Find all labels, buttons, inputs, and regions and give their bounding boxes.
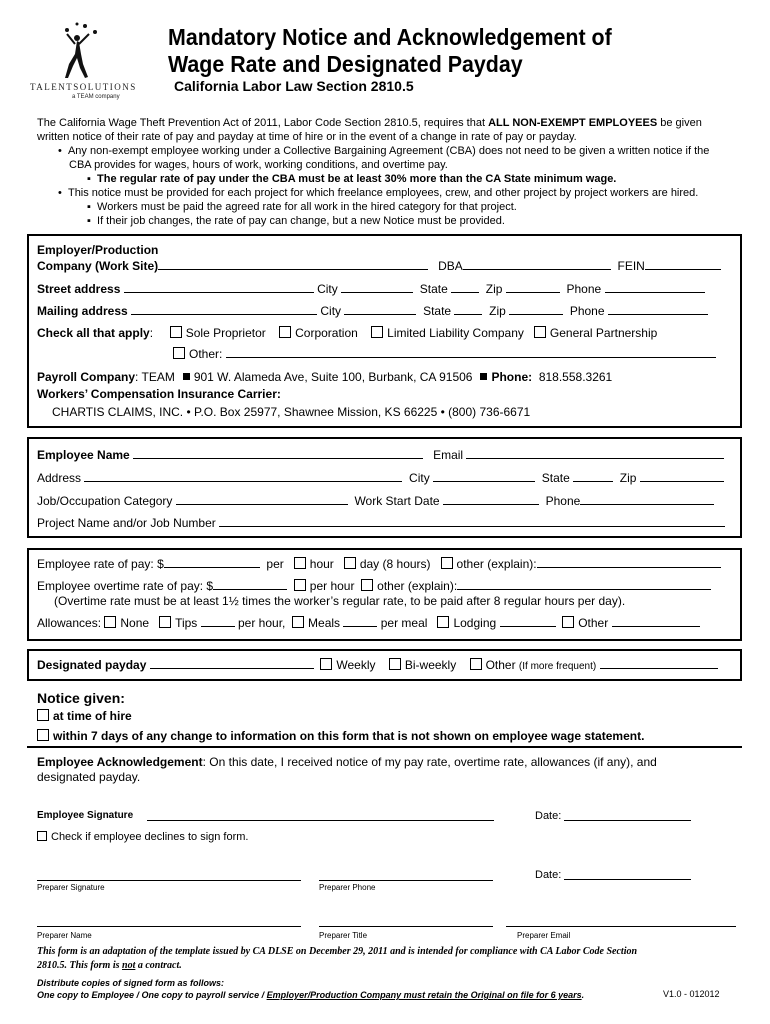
ot-other-checkbox[interactable] xyxy=(361,579,373,591)
allowances-row: Allowances: None Tips per hour, Meals per meal Lodging Other xyxy=(37,615,700,630)
employee-zip-field[interactable] xyxy=(640,470,724,482)
wc-value: CHARTIS CLAIMS, INC. • P.O. Box 25977, Shawnee Mission, KS 66225 • (800) 736-6671 xyxy=(52,405,531,419)
bullet-1-sub: ▪ The regular rate of pay under the CBA must be at least 30% more than the CA State minimum wage. xyxy=(87,173,617,185)
employee-address-field[interactable] xyxy=(84,470,402,482)
project-field[interactable] xyxy=(219,515,725,527)
logo-subtext: a TEAM company xyxy=(72,94,120,100)
footer-note: This form is an adaptation of the template issued by CA DLSE on December 29, 2011 and is intended for compliance with CA Labor Code Section xyxy=(37,946,638,957)
mailing-field[interactable] xyxy=(131,303,317,315)
sole-proprietor-checkbox[interactable] xyxy=(170,326,182,338)
notice-at-hire-checkbox[interactable] xyxy=(37,709,49,721)
employee-state-field[interactable] xyxy=(573,470,613,482)
logo-text: TALENTSOLUTIONS xyxy=(30,82,137,92)
employer-label: Employer/Production xyxy=(37,243,159,257)
tips-field[interactable] xyxy=(201,615,235,627)
allowance-lodging-checkbox[interactable] xyxy=(437,616,449,628)
street-state-field[interactable] xyxy=(451,281,479,293)
project-row: Project Name and/or Job Number xyxy=(37,515,725,530)
page-title: Mandatory Notice and Acknowledgement of Wage Rate and Designated Payday xyxy=(168,24,612,77)
street-field[interactable] xyxy=(124,281,314,293)
employee-signature-field[interactable] xyxy=(147,820,494,821)
entity-other-row: Other: xyxy=(173,346,716,361)
meals-field[interactable] xyxy=(343,615,377,627)
payday-row: Designated payday Weekly Bi-weekly Other (If more frequent) xyxy=(37,657,718,672)
entity-other-checkbox[interactable] xyxy=(173,347,185,359)
wc-label: Workers’ Compensation Insurance Carrier: xyxy=(37,387,281,401)
payday-other-field[interactable] xyxy=(600,657,718,669)
lodging-field[interactable] xyxy=(500,615,556,627)
fein-field[interactable] xyxy=(645,258,721,270)
allowance-none-checkbox[interactable] xyxy=(104,616,116,628)
per-other-checkbox[interactable] xyxy=(441,557,453,569)
bullet-2: • This notice must be provided for each project for which freelance employees, crew, and other project by project workers are hired. xyxy=(58,187,699,199)
date-label: Date: xyxy=(535,810,562,822)
preparer-name-field[interactable] xyxy=(37,926,301,927)
preparer-signature-field[interactable] xyxy=(37,880,301,881)
general-partnership-checkbox[interactable] xyxy=(534,326,546,338)
pay-other-field[interactable] xyxy=(537,556,721,568)
bullet-2-sub1: ▪ Workers must be paid the agreed rate for all work in the hired category for that project. xyxy=(87,201,517,213)
version-label: V1.0 - 012012 xyxy=(663,989,720,999)
distribution-label: Distribute copies of signed form as follows: xyxy=(37,978,225,988)
street-row: Street address City State Zip Phone xyxy=(37,281,705,296)
declines-checkbox[interactable] xyxy=(37,831,47,841)
street-phone-field[interactable] xyxy=(605,281,705,293)
preparer-phone-label: Preparer Phone xyxy=(319,883,376,892)
dba-field[interactable] xyxy=(463,258,611,270)
pay-rate-row: Employee rate of pay: $ per hour day (8 hours) other (explain): xyxy=(37,556,721,571)
mailing-state-field[interactable] xyxy=(454,303,482,315)
page-subtitle: California Labor Law Section 2810.5 xyxy=(174,78,414,94)
notice-within-7-days-checkbox[interactable] xyxy=(37,729,49,741)
entity-type-row: Check all that apply: Sole Proprietor Corporation Limited Liability Company General Partnership xyxy=(37,326,658,340)
preparer-phone-field[interactable] xyxy=(319,880,493,881)
pay-rate-field[interactable] xyxy=(164,556,260,568)
employee-name-field[interactable] xyxy=(133,447,423,459)
weekly-checkbox[interactable] xyxy=(320,658,332,670)
per-hour-checkbox[interactable] xyxy=(294,557,306,569)
allowance-other-checkbox[interactable] xyxy=(562,616,574,628)
divider xyxy=(27,746,742,748)
logo-figure-icon xyxy=(55,22,105,84)
employee-city-field[interactable] xyxy=(433,470,535,482)
notice-opt2-row: within 7 days of any change to information on this form that is not shown on employee wage statement. xyxy=(37,729,644,743)
allowance-other-field[interactable] xyxy=(612,615,700,627)
preparer-title-label: Preparer Title xyxy=(319,931,368,940)
biweekly-checkbox[interactable] xyxy=(389,658,401,670)
overtime-rate-field[interactable] xyxy=(213,578,287,590)
payday-field[interactable] xyxy=(150,657,314,669)
allowance-tips-checkbox[interactable] xyxy=(159,616,171,628)
employee-address-row: Address City State Zip xyxy=(37,470,724,485)
preparer-name-label: Preparer Name xyxy=(37,931,92,940)
footer-note-line2: 2810.5. This form is not a contract. xyxy=(37,960,182,971)
allowance-meals-checkbox[interactable] xyxy=(292,616,304,628)
bullet-1: • Any non-exempt employee working under a Collective Bargaining Agreement (CBA) does not need to be given a written notice if the xyxy=(58,145,710,157)
employer-row: Company (Work Site) DBA FEIN xyxy=(37,258,721,273)
mailing-zip-field[interactable] xyxy=(509,303,563,315)
notice-opt1-row: at time of hire xyxy=(37,709,132,723)
bullet-2-sub2: ▪ If their job changes, the rate of pay can change, but a new Notice must be provided. xyxy=(87,215,505,227)
employee-phone-field[interactable] xyxy=(580,493,714,505)
date2-field[interactable] xyxy=(564,879,691,880)
overtime-row: Employee overtime rate of pay: $ per hour other (explain): xyxy=(37,578,711,593)
employee-name-row: Employee Name Email xyxy=(37,447,724,462)
employee-job-row: Job/Occupation Category Work Start Date Phone xyxy=(37,493,714,508)
llc-checkbox[interactable] xyxy=(371,326,383,338)
notice-title: Notice given: xyxy=(37,690,125,706)
employee-signature-label: Employee Signature xyxy=(37,810,134,821)
ot-per-hour-checkbox[interactable] xyxy=(294,579,306,591)
declines-row: Check if employee declines to sign form. xyxy=(37,831,248,843)
distribution-text: One copy to Employee / One copy to payroll service / Employer/Production Company must retain the Original on file for 6 years. xyxy=(37,990,585,1000)
overtime-note: (Overtime rate must be at least 1½ times the worker’s regular rate, to be paid after 8 regular hours per day). xyxy=(54,594,626,608)
mailing-phone-field[interactable] xyxy=(608,303,708,315)
mailing-row: Mailing address City State Zip Phone xyxy=(37,303,708,318)
entity-other-field[interactable] xyxy=(226,346,716,358)
date-field[interactable] xyxy=(564,820,691,821)
mailing-city-field[interactable] xyxy=(344,303,416,315)
date2-label: Date: xyxy=(535,869,562,881)
ot-other-field[interactable] xyxy=(457,578,711,590)
job-category-field[interactable] xyxy=(176,493,348,505)
ack-text-line2: designated payday. xyxy=(37,770,141,784)
payroll-row: Payroll Company: TEAM 901 W. Alameda Ave, Suite 100, Burbank, CA 91506 Phone: 818.558.3261 xyxy=(37,370,613,384)
bullet-1-line2: CBA provides for wages, hours of work, working conditions, and overtime pay. xyxy=(69,159,448,171)
preparer-email-field[interactable] xyxy=(506,926,736,927)
work-start-date-field[interactable] xyxy=(443,493,539,505)
preparer-signature-label: Preparer Signature xyxy=(37,883,105,892)
employer-name-field[interactable] xyxy=(158,258,428,270)
preparer-email-label: Preparer Email xyxy=(517,931,571,940)
street-city-field[interactable] xyxy=(341,281,413,293)
payday-other-checkbox[interactable] xyxy=(470,658,482,670)
street-zip-field[interactable] xyxy=(506,281,560,293)
intro-paragraph: The California Wage Theft Prevention Act of 2011, Labor Code Section 2810.5, requires that ALL NON-EXEMPT EMPLOYEES be given xyxy=(37,117,702,129)
intro-paragraph-line2: written notice of their rate of pay and payday at time of hire or in the event of a change in rate of pay or payday. xyxy=(37,131,577,143)
corporation-checkbox[interactable] xyxy=(279,326,291,338)
per-day-checkbox[interactable] xyxy=(344,557,356,569)
preparer-title-field[interactable] xyxy=(319,926,493,927)
ack-text: Employee Acknowledgement: On this date, I received notice of my pay rate, overtime rate, allowances (if any), and xyxy=(37,755,657,769)
employee-email-field[interactable] xyxy=(466,447,724,459)
